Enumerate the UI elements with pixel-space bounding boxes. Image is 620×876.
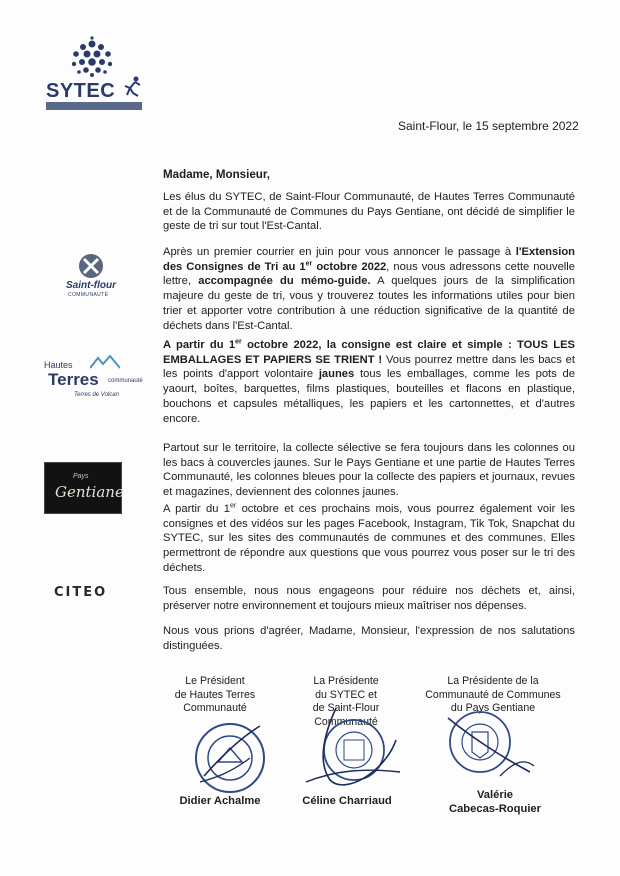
hautes-terres-stamp-icon	[190, 718, 270, 798]
mountain-icon	[90, 354, 120, 370]
hautes-terres-line2: Terres	[48, 370, 99, 389]
letter-date: Saint-Flour, le 15 septembre 2022	[398, 119, 579, 133]
pays-gentiane-logo	[44, 462, 122, 514]
paragraph-3: A partir du 1er octobre 2022, la consigne est claire et simple : TOUS LES EMBALLAGES ET PAPIERS SE TRIENT ! Vous pourrez mettre dans les bacs et les points d'apport volontaire jaunes tous les emballages, comme les pots de yaourt, boîtes, barquettes, films plastiques, bouteilles et flacons en plastique, bouchons et capsules métalliques, les papiers et les cartonnettes, et d'autres encore.	[163, 338, 575, 425]
citeo-logo: CITEO	[54, 585, 108, 600]
sytec-dots-icon	[62, 36, 122, 80]
runner-icon	[122, 76, 142, 98]
paragraph-6: Tous ensemble, nous nous engageons pour réduire nos déchets et, ainsi, préserver notre environnement et toujours mieux maîtriser nos dépenses.	[163, 585, 575, 612]
pays-gentiane-line2: Gentiane	[55, 483, 124, 501]
signatory-name-1: Didier Achalme	[179, 795, 261, 807]
paragraph-7: Nous vous prions d'agréer, Madame, Monsieur, l'expression de nos salutations distinguées.	[163, 625, 575, 652]
saint-flour-sub: COMMUNAUTÉ	[68, 292, 109, 298]
signature-block-sytec: La Présidente du SYTEC et de Saint-Flour Communauté	[312, 675, 380, 728]
sytec-band	[46, 102, 142, 110]
paragraph-1: Les élus du SYTEC, de Saint-Flour Communauté, de Hautes Terres Communauté et de la Communauté de Communes du Pays Gentiane, ont décidé de simplifier le geste de tri sur tout l'Est-Cantal.	[163, 191, 575, 233]
letter-greeting: Madame, Monsieur,	[163, 168, 270, 181]
hautes-terres-logo	[44, 354, 143, 408]
pays-gentiane-stamp-icon	[430, 706, 540, 786]
hautes-terres-line3: Terres de Volcan	[74, 392, 119, 398]
sytec-logo	[40, 36, 150, 114]
paragraph-2: Après un premier courrier en juin pour vous annoncer le passage à l'Extension des Consignes de Tri au 1er octobre 2022, nous vous adressons cette nouvelle lettre, accompagnée du mémo-guide. A quelques jours de la simplification majeure du geste de tri, vous y trouverez toutes les informations utiles pour bien trier et apporter votre contribution à une réduction significative de la quantité de déchets dans l'Est-Cantal.	[163, 246, 576, 332]
hautes-terres-line2b: communauté	[108, 378, 143, 384]
signature-block-hautes-terres: Le Président de Hautes Terres Communauté	[174, 675, 256, 715]
signatory-name-3: Valérie Cabecas-Roquier	[448, 789, 541, 815]
hautes-terres-line1: Hautes	[44, 360, 73, 370]
saint-flour-wordmark: Saint-flour	[66, 280, 116, 291]
pays-gentiane-line1: Pays	[73, 473, 89, 480]
flower-icon	[76, 252, 106, 280]
saint-flour-logo	[46, 252, 126, 300]
sytec-stamp-icon	[296, 700, 406, 800]
signature-block-pays-gentiane: La Présidente de la Communauté de Communes du Pays Gentiane	[425, 675, 561, 715]
signatory-name-2: Céline Charriaud	[302, 795, 392, 807]
paragraph-4: Partout sur le territoire, la collecte sélective se fera toujours dans les colonnes ou les bacs à couvercles jaunes. Sur le Pays Gentiane et une partie de Hautes Terres Communauté, les colonnes bleues pour la collecte des papiers et journaux, revues et magazines, deviennent des colonnes jaunes.	[163, 442, 575, 499]
paragraph-5: A partir du 1er octobre et ces prochains mois, vous pourrez également voir les consignes et des vidéos sur les pages Facebook, Instagram, Tik Tok, Snapchat du SYTEC, sur les sites des communautés de communes et des communes. Elles permettront de répondre aux questions que vous pourrez vous poser sur le tri des déchets.	[163, 502, 575, 574]
sytec-wordmark: SYTEC	[46, 80, 116, 102]
